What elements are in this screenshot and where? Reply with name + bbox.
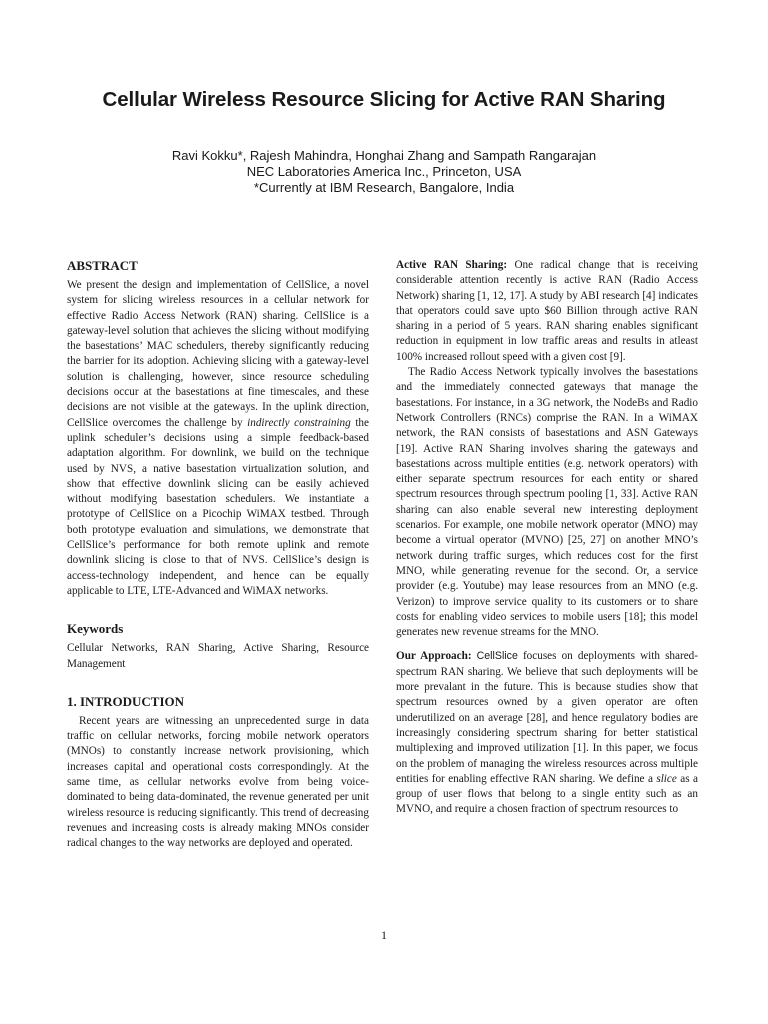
keywords-heading: Keywords [67, 621, 124, 637]
right-column [396, 258, 698, 818]
approach-text-part-1: focuses on deployments with shared-spectrum RAN sharing. We believe that such deployments will be more prevalant in the future. This is because studies show that spectrum resources owned by a given operator are often underutilized on an average [28], and hence regulatory bodies are increasingly considering spectrum sharing for better statistical multiplexing and improved utilization [1]. In this paper, we focus on the problem of managing the wireless resources across multiple entities for enabling effective RAN sharing. We define a [396, 650, 698, 785]
approach-emphasis: slice [656, 772, 677, 785]
approach-label: Our Approach: [396, 650, 472, 663]
author-affiliation: NEC Laboratories America Inc., Princeton, USA [246, 164, 522, 179]
introduction-heading: 1. INTRODUCTION [67, 693, 185, 709]
abstract-emphasis: indirectly constraining [247, 416, 351, 429]
active-ran-text: One radical change that is receiving considerable attention recently is active RAN (Radio Access Network) sharing [1, 12, 17]. A study by ABI research [4] indicates that operators could save upto $60 Billion through active RAN sharing in a period of 5 years. RAN sharing enables significant reduction in equipment in low traffic areas and results in atleast 100% increased rollout speed with a given cost [9]. [396, 259, 698, 363]
keywords-text: Cellular Networks, RAN Sharing, Active Sharing, Resource Management [67, 642, 369, 670]
active-ran-label: Active RAN Sharing: [396, 259, 508, 271]
introduction-paragraph: Recent years are witnessing an unprecedented surge in data traffic on cellular networks, forcing mobile network operators (MNOs) to constantly increase network provisioning, which increases capital and operational costs correspondingly. At the same time, as cellular networks evolve from being voice-dominated to being data-dominated, the revenue generated per unit wireless resource is reducing significantly. This trend of decreasing revenues and increasing costs is already making MNOs consider radical changes to the way networks are deployed and operated. [67, 714, 369, 850]
approach-text-part-2: as a group of user flows that belong to a single entity such as an MVNO, and require a chosen fraction of spectrum resources to [396, 772, 698, 816]
author-footnote: *Currently at IBM Research, Bangalore, India [253, 180, 515, 195]
approach-paragraph [396, 649, 698, 817]
abstract-heading: ABSTRACT [67, 258, 138, 273]
approach-system-name: CellSlice [476, 650, 518, 663]
paper-title: Cellular Wireless Resource Slicing for Active RAN Sharing [102, 88, 666, 111]
active-ran-paragraph [396, 258, 698, 365]
abstract-text [67, 278, 369, 599]
author-names: Ravi Kokku*, Rajesh Mahindra, Honghai Zhang and Sampath Rangarajan [171, 148, 597, 163]
left-column [67, 258, 369, 852]
author-block [0, 148, 768, 196]
ran-description-paragraph: The Radio Access Network typically involves the basestations and the immediately connected gateways that manage the basestations. For instance, in a 3G network, the NodeBs and Radio Network Controllers (RNCs) comprise the RAN. In a WiMAX network, the RAN consists of basestations and ASN Gateways [19]. Active RAN Sharing involves sharing the gateways and basestations across multiple entities (e.g. network operators) with either separate spectrum resources for each entity or shared spectrum resources through spectrum pooling [1, 33]. Active RAN sharing can also enable several new interesting deployment scenarios. For example, one mobile network operator (MNO) may become a virtual operator (MVNO) [25, 27] on another MNO’s network during traffic surges, which reduces cost for the first MNO, while generating revenue for the second. Or, a service provider (e.g. Youtube) may lease resources from an MNO (e.g. Verizon) to improve service quality to its customers or to share costs for enabling video services to mobile users [18]; this model generates new revenue streams for the MNO. [396, 366, 698, 639]
abstract-text-part-2: the uplink scheduler’s decisions using a simple feedback-based adaptation algorithm. For downlink, we build on the technique used by NVS, a native basestation virtualization solution, and show that effective downlink slicing can be easily achieved without modifying basestation schedulers. We instantiate a prototype of CellSlice on a Picochip WiMAX testbed. Through both prototype evaluation and simulations, we demonstrate that CellSlice’s performance for both remote uplink and remote downlink slicing is close to that of NVS. CellSlice’s design is access-technology independent, and hence can be equally applicable to LTE, LTE-Advanced and WiMAX networks. [67, 416, 369, 597]
page-number: 1 [381, 928, 387, 942]
abstract-text-part-1: We present the design and implementation of CellSlice, a novel system for slicing wireless resources in a cellular network for effective Radio Access Network (RAN) sharing. CellSlice is a gateway-level solution that achieves the slicing without modifying the basestations’ MAC schedulers, thereby significantly reducing the barrier for its adoption. Achieving slicing with a gateway-level solution is challenging, however, since resource scheduling decisions occur at the basestations at fine timescales, and these decisions are not visible at the gateways. In the uplink direction, CellSlice overcomes the challenge by [67, 279, 369, 429]
